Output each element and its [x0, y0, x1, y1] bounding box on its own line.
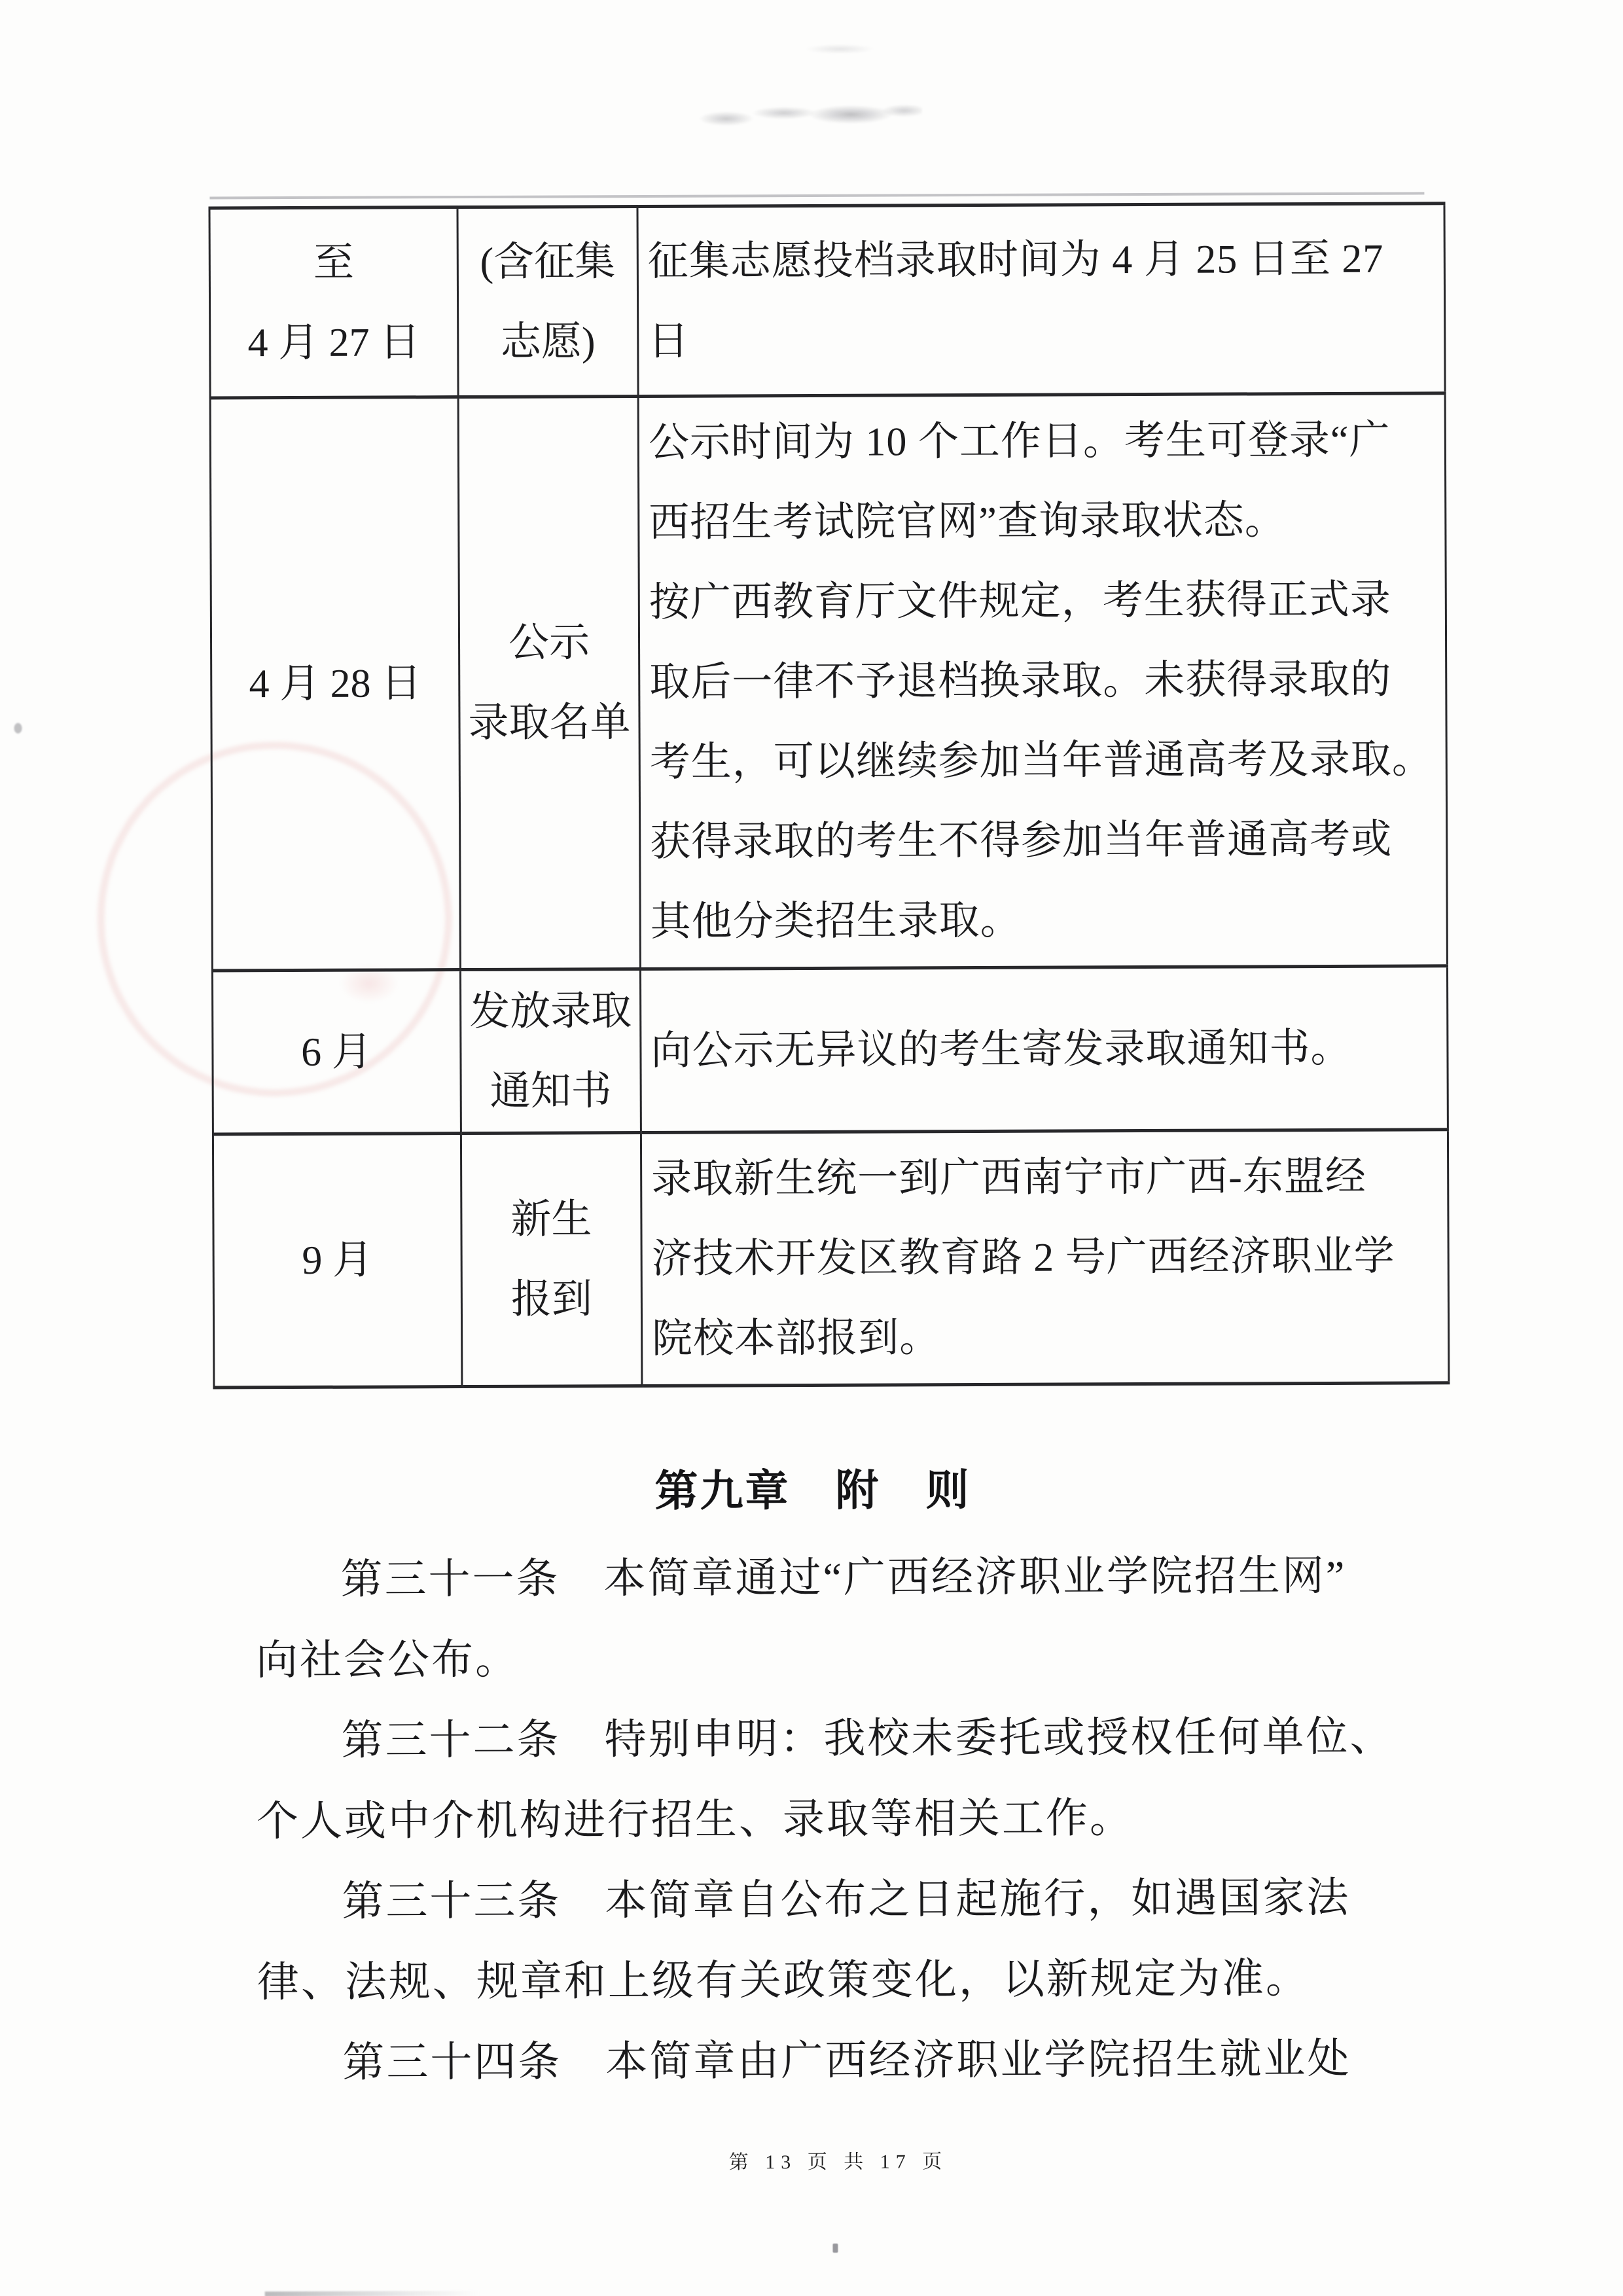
cell-description	[641, 1130, 1448, 1386]
cell-description	[637, 204, 1445, 397]
paragraph-line: 向社会公布。	[255, 1636, 520, 1684]
cell-line: 取后一律不予退档换录取。未获得录取的	[649, 657, 1392, 705]
cell-line: 院校本部报到。	[652, 1316, 941, 1361]
cell-line: 通知书	[490, 1068, 612, 1114]
cell-line: 考生，可以继续参加当年普通高考及录取。	[649, 737, 1433, 785]
cell-line: 向公示无异议的考生寄发录取通知书。	[651, 1026, 1352, 1073]
cell-line: 发放录取	[469, 988, 632, 1034]
body-paragraphs	[255, 1535, 1465, 2103]
cell-date	[209, 207, 458, 398]
cell-stage	[458, 397, 640, 970]
cell-stage	[460, 969, 641, 1134]
cell-line: 录取新生统一到广西南宁市广西-东盟经	[651, 1154, 1366, 1202]
cell-description	[638, 393, 1447, 969]
paragraph-line: 第三十一条 本简章通过“广西经济职业学院招生网”	[340, 1552, 1347, 1603]
scan-ghost-line	[209, 192, 1424, 199]
paragraph-line: 第三十三条 本简章自公布之日起施行，如遇国家法	[342, 1874, 1351, 1925]
cell-line: 济技术开发区教育路 2 号广西经济职业学	[651, 1234, 1395, 1282]
cell-line: 报到	[510, 1277, 593, 1322]
cell-line: 志愿)	[500, 319, 596, 365]
cell-line: 至	[313, 240, 354, 285]
chapter-heading: 第九章 附 则	[654, 1465, 971, 1515]
cell-date	[213, 1134, 461, 1388]
cell-stage	[461, 1133, 641, 1387]
cell-line: 征集志愿投档录取时间为 4 月 25 日至 27	[647, 236, 1384, 284]
cell-line: 日	[648, 319, 690, 364]
table-row	[209, 204, 1445, 398]
table-row	[210, 393, 1447, 971]
admission-schedule-table	[208, 202, 1450, 1389]
paragraph-line: 第三十四条 本简章由广西经济职业学院招生就业处	[342, 2035, 1351, 2086]
cell-line: 新生	[510, 1197, 592, 1242]
cell-line: 6 月	[301, 1030, 372, 1075]
cell-date	[210, 397, 460, 971]
scan-speck	[14, 723, 22, 734]
table-row	[212, 966, 1448, 1134]
pencil-smudge-mark	[700, 98, 922, 135]
paragraph-line: 个人或中介机构进行招生、录取等相关工作。	[256, 1795, 1134, 1845]
scan-speck	[832, 2244, 838, 2253]
cell-line: 其他分类招生录取。	[650, 898, 1022, 944]
cell-line: 公示时间为 10 个工作日。考生可登录“广	[648, 418, 1391, 465]
cell-line: 获得录取的考生不得参加当年普通高考或	[650, 817, 1393, 865]
cell-line: (含征集	[480, 239, 616, 285]
cell-stage	[457, 207, 638, 397]
scan-edge-streak	[265, 2291, 481, 2296]
cell-line: 4 月 27 日	[247, 319, 421, 365]
cell-line: 公示	[508, 620, 590, 666]
cell-description	[640, 966, 1448, 1133]
cell-line: 4 月 28 日	[249, 661, 422, 707]
cell-line: 9 月	[302, 1238, 374, 1283]
paragraph-line: 第三十二条 特别申明：我校未委托或授权任何单位、	[341, 1713, 1394, 1764]
paragraph-line: 律、法规、规章和上级有关政策变化，以新规定为准。	[257, 1955, 1310, 2006]
cell-date	[212, 970, 461, 1134]
page-number: 第 13 页 共 17 页	[728, 2151, 948, 2174]
pencil-smudge-mark-2	[788, 39, 893, 60]
table-row	[213, 1130, 1448, 1388]
cell-line: 西招生考试院官网”查询录取状态。	[649, 498, 1287, 545]
cell-line: 按广西教育厅文件规定，考生获得正式录	[649, 577, 1391, 625]
cell-line: 录取名单	[468, 700, 631, 746]
